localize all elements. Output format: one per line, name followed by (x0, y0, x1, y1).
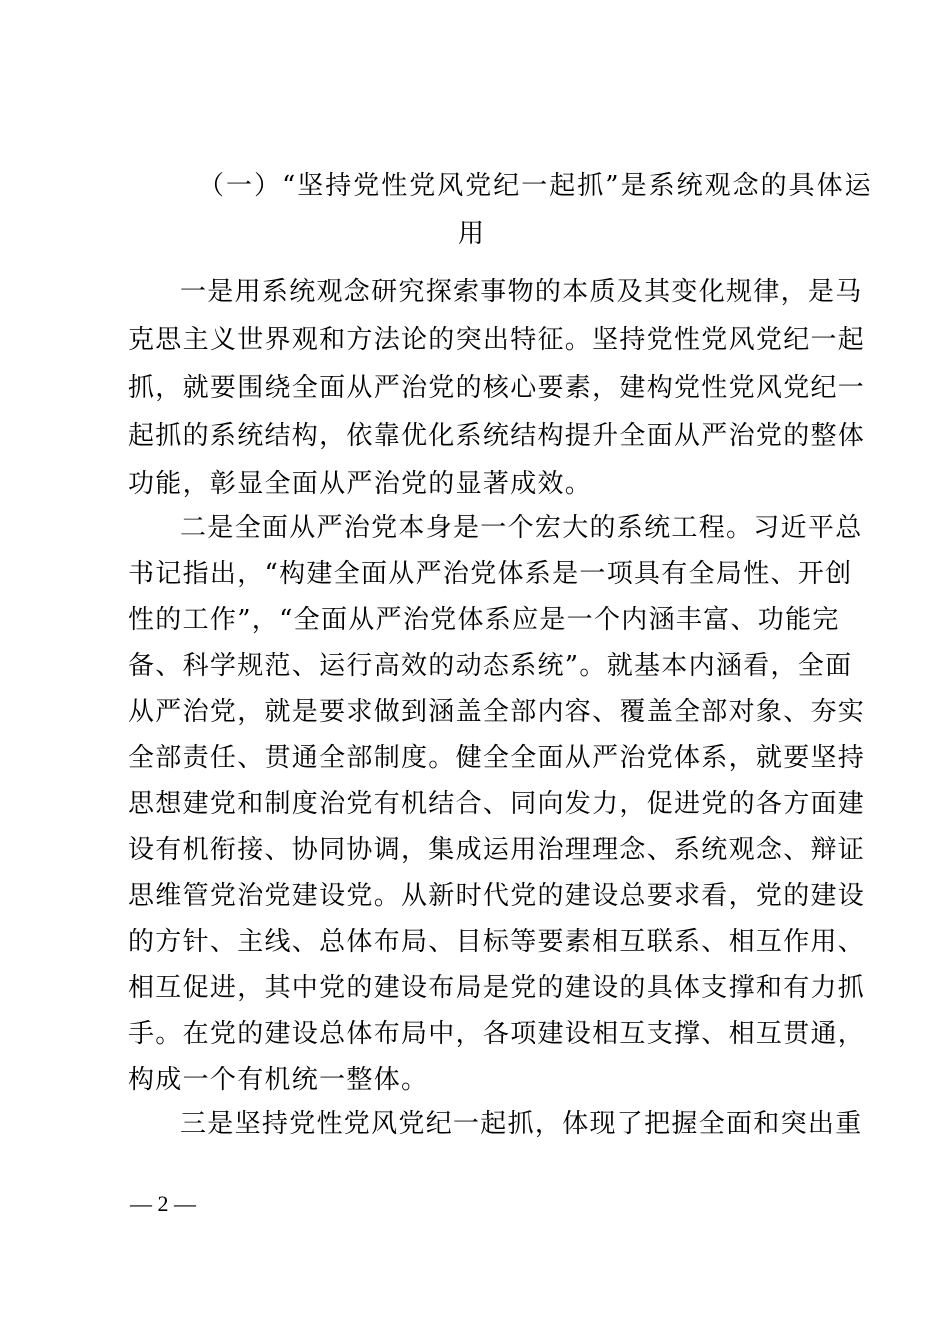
paragraph-1-line-1: 一是用系统观念研究探索事物的本质及其变化规律，是马 (180, 277, 863, 307)
paragraph-2-line-6: 全部责任、贯通全部制度。健全全面从严治党体系，就要坚持 (128, 743, 866, 773)
paragraph-2-line-7: 思想建党和制度治党有机结合、同向发力，促进党的各方面建 (128, 789, 866, 819)
paragraph-2-line-12: 手。在党的建设总体布局中，各项建设相互支撑、相互贯通， (128, 1019, 866, 1049)
paragraph-2-line-5: 从严治党，就是要求做到涵盖全部内容、覆盖全部对象、夯实 (128, 697, 866, 727)
page-number: — 2 — (130, 1191, 196, 1216)
paragraph-2-line-4: 备、科学规范、运行高效的动态系统”。就基本内涵看，全面 (128, 651, 853, 681)
paragraph-2-line-13: 构成一个有机统一整体。 (128, 1065, 429, 1095)
paragraph-2-line-1: 二是全面从严治党本身是一个宏大的系统工程。习近平总 (180, 513, 863, 543)
paragraph-2-line-2: 书记指出，“构建全面从严治党体系是一项具有全局性、开创 (128, 559, 853, 589)
paragraph-2-line-9: 思维管党治党建设党。从新时代党的建设总要求看，党的建设 (128, 881, 866, 911)
paragraph-1-line-3: 抓，就要围绕全面从严治党的核心要素，建构党性党风党纪一 (128, 373, 866, 403)
paragraph-2-line-3: 性的工作”，“全面从严治党体系应是一个内涵丰富、功能完 (128, 605, 840, 635)
paragraph-1-line-5: 功能，彰显全面从严治党的显著成效。 (128, 469, 593, 499)
paragraph-1-line-2: 克思主义世界观和方法论的突出特征。坚持党性党风党纪一起 (128, 325, 866, 355)
paragraph-3-line-1: 三是坚持党性党风党纪一起抓，体现了把握全面和突出重 (180, 1109, 863, 1139)
paragraph-1-line-4: 起抓的系统结构，依靠优化系统结构提升全面从严治党的整体 (128, 421, 866, 451)
paragraph-2-line-10: 的方针、主线、总体布局、目标等要素相互联系、相互作用、 (128, 927, 866, 957)
paragraph-2-line-11: 相互促进，其中党的建设布局是党的建设的具体支撑和有力抓 (128, 973, 866, 1003)
paragraph-2-line-8: 设有机衔接、协同协调，集成运用治理理念、系统观念、辩证 (128, 835, 866, 865)
section-heading-line-2: 用 (458, 219, 487, 249)
section-heading-line-1: （一）“坚持党性党风党纪一起抓”是系统观念的具体运 (198, 171, 873, 201)
